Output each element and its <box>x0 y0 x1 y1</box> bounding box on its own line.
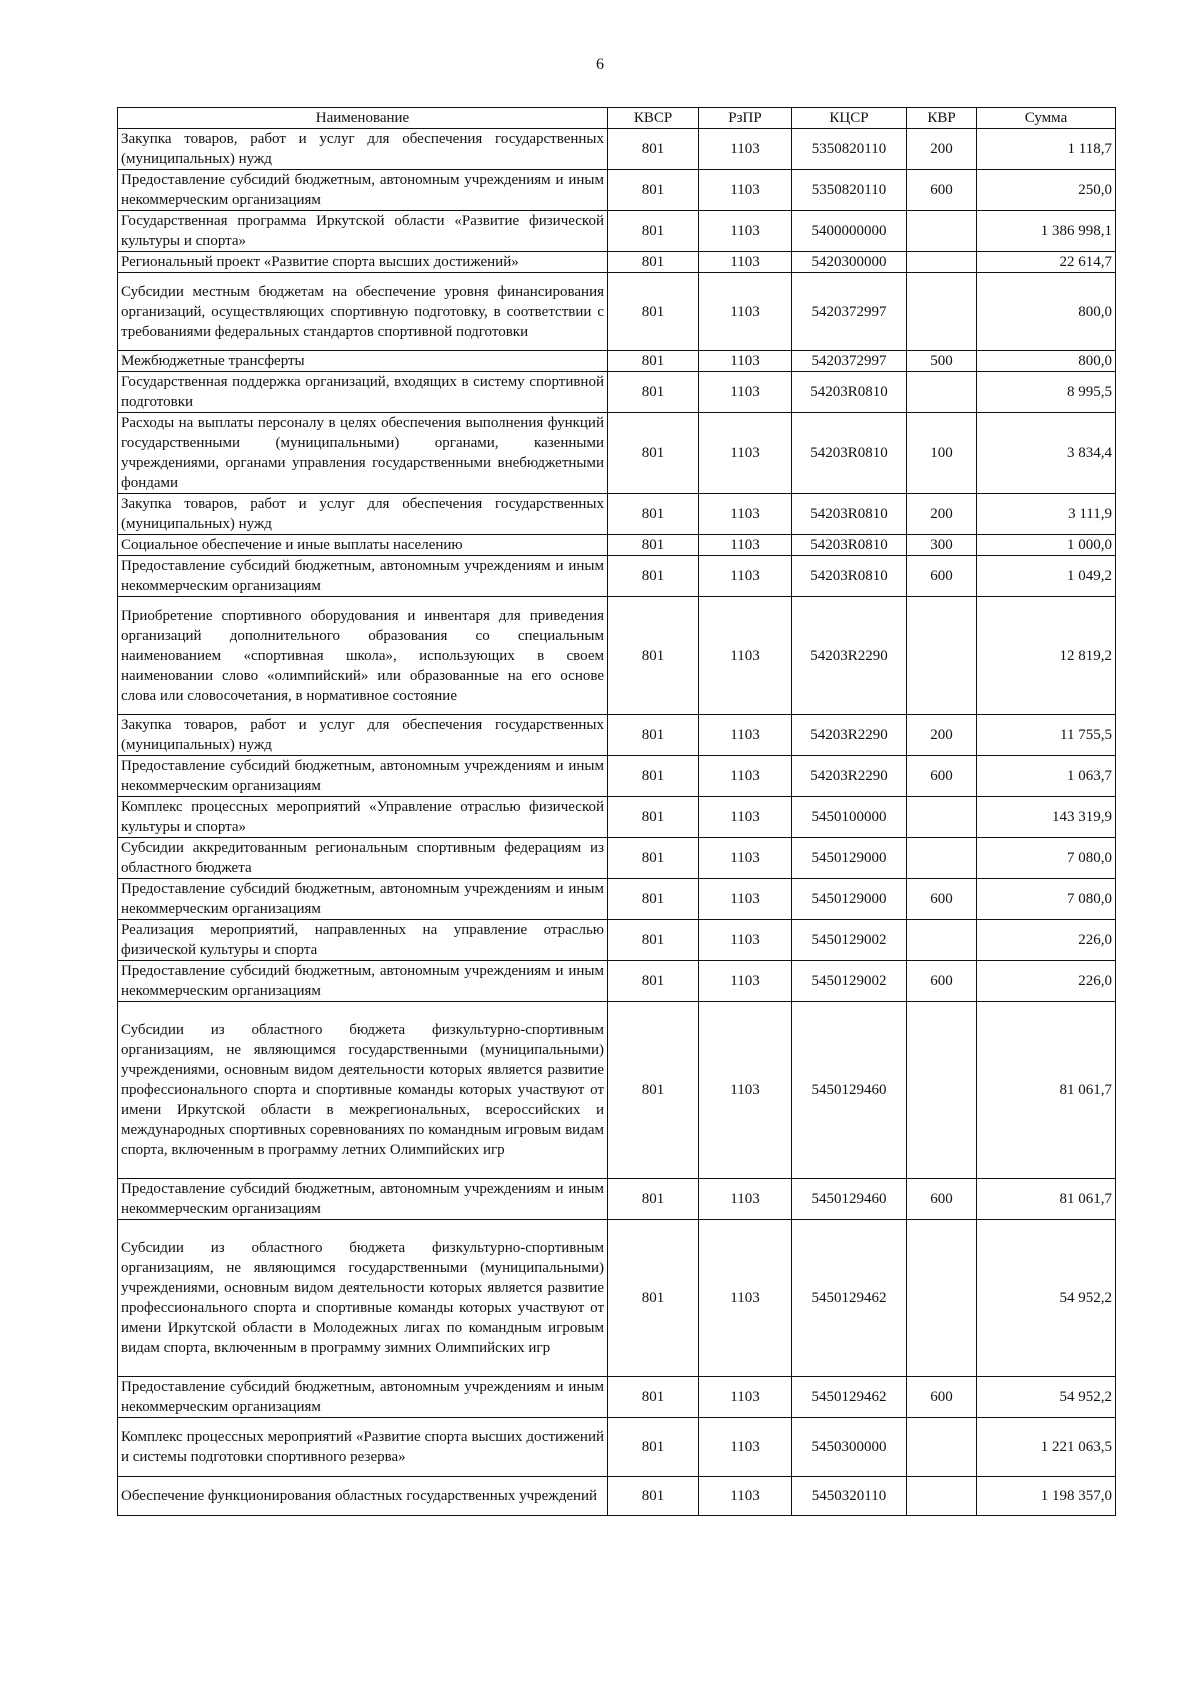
row-kcsr: 54203R0810 <box>792 413 907 494</box>
row-kvsr: 801 <box>608 535 699 556</box>
row-kvr <box>907 273 977 351</box>
row-kcsr: 5450300000 <box>792 1418 907 1477</box>
row-kvsr: 801 <box>608 1002 699 1179</box>
row-kvr: 600 <box>907 879 977 920</box>
row-sum: 3 834,4 <box>977 413 1116 494</box>
table-row <box>118 273 1116 351</box>
table-row <box>118 494 1116 535</box>
row-kvsr: 801 <box>608 1477 699 1516</box>
header-rzpr: РзПР <box>699 108 792 129</box>
table-row <box>118 1377 1116 1418</box>
table-row <box>118 879 1116 920</box>
row-name: Закупка товаров, работ и услуг для обеспечения государственных (муниципальных) нужд <box>118 715 608 756</box>
row-kvsr: 801 <box>608 1179 699 1220</box>
row-sum: 1 198 357,0 <box>977 1477 1116 1516</box>
header-kcsr: КЦСР <box>792 108 907 129</box>
table-row <box>118 1220 1116 1377</box>
row-kvsr: 801 <box>608 351 699 372</box>
row-kcsr: 54203R2290 <box>792 756 907 797</box>
row-name: Государственная поддержка организаций, входящих в систему спортивной подготовки <box>118 372 608 413</box>
row-rzpr: 1103 <box>699 1002 792 1179</box>
table-row <box>118 797 1116 838</box>
row-kvr <box>907 597 977 715</box>
table-row <box>118 556 1116 597</box>
table-row <box>118 597 1116 715</box>
row-kcsr: 5450100000 <box>792 797 907 838</box>
row-sum: 22 614,7 <box>977 252 1116 273</box>
row-kcsr: 5350820110 <box>792 170 907 211</box>
row-sum: 8 995,5 <box>977 372 1116 413</box>
row-name: Комплекс процессных мероприятий «Развитие спорта высших достижений и системы подготовки спортивного резерва» <box>118 1418 608 1477</box>
row-kvsr: 801 <box>608 756 699 797</box>
row-kcsr: 5350820110 <box>792 129 907 170</box>
row-kvsr: 801 <box>608 879 699 920</box>
row-sum: 11 755,5 <box>977 715 1116 756</box>
row-sum: 3 111,9 <box>977 494 1116 535</box>
row-kvr <box>907 252 977 273</box>
row-rzpr: 1103 <box>699 170 792 211</box>
row-rzpr: 1103 <box>699 920 792 961</box>
row-name: Закупка товаров, работ и услуг для обеспечения государственных (муниципальных) нужд <box>118 129 608 170</box>
row-rzpr: 1103 <box>699 797 792 838</box>
row-kvsr: 801 <box>608 597 699 715</box>
row-kvr <box>907 372 977 413</box>
row-kvr: 300 <box>907 535 977 556</box>
row-kvsr: 801 <box>608 252 699 273</box>
row-name: Субсидии из областного бюджета физкультурно-спортивным организациям, не являющимся государственными (муниципальными) учреждениями, основным видом деятельности которых является развитие профессионального спорта и спортивные команды которых участвуют от имени Иркутской области в Молодежных лигах по командным игровым видам спорта, включенным в программу зимних Олимпийских игр <box>118 1220 608 1377</box>
table-row <box>118 756 1116 797</box>
table-row <box>118 1002 1116 1179</box>
row-kvsr: 801 <box>608 838 699 879</box>
row-sum: 7 080,0 <box>977 838 1116 879</box>
row-sum: 54 952,2 <box>977 1220 1116 1377</box>
row-kvr: 600 <box>907 1377 977 1418</box>
row-name: Предоставление субсидий бюджетным, автономным учреждениям и иным некоммерческим организациям <box>118 556 608 597</box>
row-kvr <box>907 920 977 961</box>
table-row <box>118 838 1116 879</box>
row-name: Закупка товаров, работ и услуг для обеспечения государственных (муниципальных) нужд <box>118 494 608 535</box>
row-kcsr: 5450129460 <box>792 1179 907 1220</box>
table-header-row <box>118 108 1116 129</box>
row-rzpr: 1103 <box>699 494 792 535</box>
row-kcsr: 5450129000 <box>792 879 907 920</box>
header-kvsr: КВСР <box>608 108 699 129</box>
row-rzpr: 1103 <box>699 838 792 879</box>
row-kvr <box>907 211 977 252</box>
row-kcsr: 5450129000 <box>792 838 907 879</box>
row-rzpr: 1103 <box>699 351 792 372</box>
row-kvsr: 801 <box>608 556 699 597</box>
row-rzpr: 1103 <box>699 1377 792 1418</box>
row-sum: 54 952,2 <box>977 1377 1116 1418</box>
row-rzpr: 1103 <box>699 597 792 715</box>
row-kvr <box>907 1418 977 1477</box>
row-kvsr: 801 <box>608 170 699 211</box>
table-row <box>118 715 1116 756</box>
row-kcsr: 5400000000 <box>792 211 907 252</box>
row-kvsr: 801 <box>608 1377 699 1418</box>
row-sum: 12 819,2 <box>977 597 1116 715</box>
row-rzpr: 1103 <box>699 556 792 597</box>
row-name: Региональный проект «Развитие спорта высших достижений» <box>118 252 608 273</box>
row-rzpr: 1103 <box>699 1477 792 1516</box>
row-name: Субсидии из областного бюджета физкультурно-спортивным организациям, не являющимся государственными (муниципальными) учреждениями, основным видом деятельности которых является развитие профессионального спорта и спортивные команды которых участвуют от имени Иркутской области в межрегиональных, всероссийских и международных спортивных соревнованиях по командным игровым видам спорта, включенным в программу летних Олимпийских игр <box>118 1002 608 1179</box>
table-row <box>118 920 1116 961</box>
row-rzpr: 1103 <box>699 535 792 556</box>
row-sum: 226,0 <box>977 961 1116 1002</box>
page-number: 6 <box>596 56 604 73</box>
table-row <box>118 129 1116 170</box>
table-row <box>118 211 1116 252</box>
row-kvsr: 801 <box>608 920 699 961</box>
row-kcsr: 5420300000 <box>792 252 907 273</box>
row-sum: 1 049,2 <box>977 556 1116 597</box>
row-name: Предоставление субсидий бюджетным, автономным учреждениям и иным некоммерческим организациям <box>118 1377 608 1418</box>
row-name: Субсидии местным бюджетам на обеспечение уровня финансирования организаций, осуществляющих спортивную подготовку, в соответствии с требованиями федеральных стандартов спортивной подготовки <box>118 273 608 351</box>
row-name: Приобретение спортивного оборудования и инвентаря для приведения организаций дополнительного образования со специальным наименованием «спортивная школа», использующих в своем наименовании слово «олимпийский» или образованные на его основе слова или словосочетания, в нормативное состояние <box>118 597 608 715</box>
row-rzpr: 1103 <box>699 879 792 920</box>
row-sum: 81 061,7 <box>977 1002 1116 1179</box>
row-kvsr: 801 <box>608 1418 699 1477</box>
row-name: Реализация мероприятий, направленных на управление отраслью физической культуры и спорта <box>118 920 608 961</box>
row-name: Межбюджетные трансферты <box>118 351 608 372</box>
row-kvr: 200 <box>907 129 977 170</box>
row-sum: 226,0 <box>977 920 1116 961</box>
table-row <box>118 170 1116 211</box>
row-kvr: 200 <box>907 715 977 756</box>
row-kvsr: 801 <box>608 372 699 413</box>
row-name: Предоставление субсидий бюджетным, автономным учреждениям и иным некоммерческим организациям <box>118 879 608 920</box>
row-name: Расходы на выплаты персоналу в целях обеспечения выполнения функций государственными (муниципальными) органами, казенными учреждениями, органами управления государственными внебюджетными фондами <box>118 413 608 494</box>
row-name: Предоставление субсидий бюджетным, автономным учреждениям и иным некоммерческим организациям <box>118 756 608 797</box>
table-row <box>118 351 1116 372</box>
row-kcsr: 5450320110 <box>792 1477 907 1516</box>
row-kvr: 600 <box>907 756 977 797</box>
row-sum: 250,0 <box>977 170 1116 211</box>
row-rzpr: 1103 <box>699 273 792 351</box>
row-rzpr: 1103 <box>699 756 792 797</box>
row-sum: 800,0 <box>977 351 1116 372</box>
row-rzpr: 1103 <box>699 1418 792 1477</box>
row-kvsr: 801 <box>608 961 699 1002</box>
row-kvsr: 801 <box>608 273 699 351</box>
table-row <box>118 372 1116 413</box>
row-kvr: 600 <box>907 1179 977 1220</box>
row-kvsr: 801 <box>608 494 699 535</box>
row-sum: 1 118,7 <box>977 129 1116 170</box>
row-kcsr: 54203R0810 <box>792 535 907 556</box>
row-kvr <box>907 797 977 838</box>
row-kcsr: 54203R0810 <box>792 556 907 597</box>
row-kvsr: 801 <box>608 211 699 252</box>
row-kvsr: 801 <box>608 797 699 838</box>
row-sum: 1 000,0 <box>977 535 1116 556</box>
row-rzpr: 1103 <box>699 252 792 273</box>
row-name: Обеспечение функционирования областных государственных учреждений <box>118 1477 608 1516</box>
row-sum: 143 319,9 <box>977 797 1116 838</box>
row-rzpr: 1103 <box>699 413 792 494</box>
row-kvsr: 801 <box>608 129 699 170</box>
row-name: Субсидии аккредитованным региональным спортивным федерациям из областного бюджета <box>118 838 608 879</box>
row-sum: 800,0 <box>977 273 1116 351</box>
row-kcsr: 54203R0810 <box>792 494 907 535</box>
row-name: Государственная программа Иркутской области «Развитие физической культуры и спорта» <box>118 211 608 252</box>
row-kcsr: 5420372997 <box>792 273 907 351</box>
row-kcsr: 54203R2290 <box>792 597 907 715</box>
header-kvr: КВР <box>907 108 977 129</box>
row-name: Предоставление субсидий бюджетным, автономным учреждениям и иным некоммерческим организациям <box>118 961 608 1002</box>
row-rzpr: 1103 <box>699 1220 792 1377</box>
row-sum: 81 061,7 <box>977 1179 1116 1220</box>
row-name: Предоставление субсидий бюджетным, автономным учреждениям и иным некоммерческим организациям <box>118 170 608 211</box>
table-row <box>118 961 1116 1002</box>
row-name: Предоставление субсидий бюджетным, автономным учреждениям и иным некоммерческим организациям <box>118 1179 608 1220</box>
row-rzpr: 1103 <box>699 715 792 756</box>
table-row <box>118 252 1116 273</box>
table-row <box>118 413 1116 494</box>
row-kvsr: 801 <box>608 413 699 494</box>
row-kvr <box>907 1002 977 1179</box>
row-kvr <box>907 1477 977 1516</box>
row-rzpr: 1103 <box>699 1179 792 1220</box>
row-kvr: 200 <box>907 494 977 535</box>
row-kvsr: 801 <box>608 1220 699 1377</box>
table-row <box>118 1477 1116 1516</box>
row-kvr: 600 <box>907 170 977 211</box>
header-sum: Сумма <box>977 108 1116 129</box>
row-kcsr: 54203R2290 <box>792 715 907 756</box>
row-kcsr: 5450129002 <box>792 920 907 961</box>
row-rzpr: 1103 <box>699 372 792 413</box>
header-name: Наименование <box>118 108 608 129</box>
row-kvr: 600 <box>907 556 977 597</box>
row-kcsr: 54203R0810 <box>792 372 907 413</box>
budget-table <box>117 107 1116 1516</box>
row-sum: 1 386 998,1 <box>977 211 1116 252</box>
row-kvr: 100 <box>907 413 977 494</box>
row-name: Социальное обеспечение и иные выплаты населению <box>118 535 608 556</box>
row-sum: 7 080,0 <box>977 879 1116 920</box>
row-kvr: 600 <box>907 961 977 1002</box>
row-kcsr: 5420372997 <box>792 351 907 372</box>
row-kcsr: 5450129462 <box>792 1220 907 1377</box>
row-kvr <box>907 1220 977 1377</box>
row-kvr <box>907 838 977 879</box>
row-rzpr: 1103 <box>699 961 792 1002</box>
row-rzpr: 1103 <box>699 211 792 252</box>
row-name: Комплекс процессных мероприятий «Управление отраслью физической культуры и спорта» <box>118 797 608 838</box>
row-rzpr: 1103 <box>699 129 792 170</box>
row-kcsr: 5450129462 <box>792 1377 907 1418</box>
row-kcsr: 5450129002 <box>792 961 907 1002</box>
row-kvr: 500 <box>907 351 977 372</box>
row-sum: 1 221 063,5 <box>977 1418 1116 1477</box>
table-row <box>118 1179 1116 1220</box>
table-row <box>118 535 1116 556</box>
row-sum: 1 063,7 <box>977 756 1116 797</box>
row-kcsr: 5450129460 <box>792 1002 907 1179</box>
row-kvsr: 801 <box>608 715 699 756</box>
table-row <box>118 1418 1116 1477</box>
